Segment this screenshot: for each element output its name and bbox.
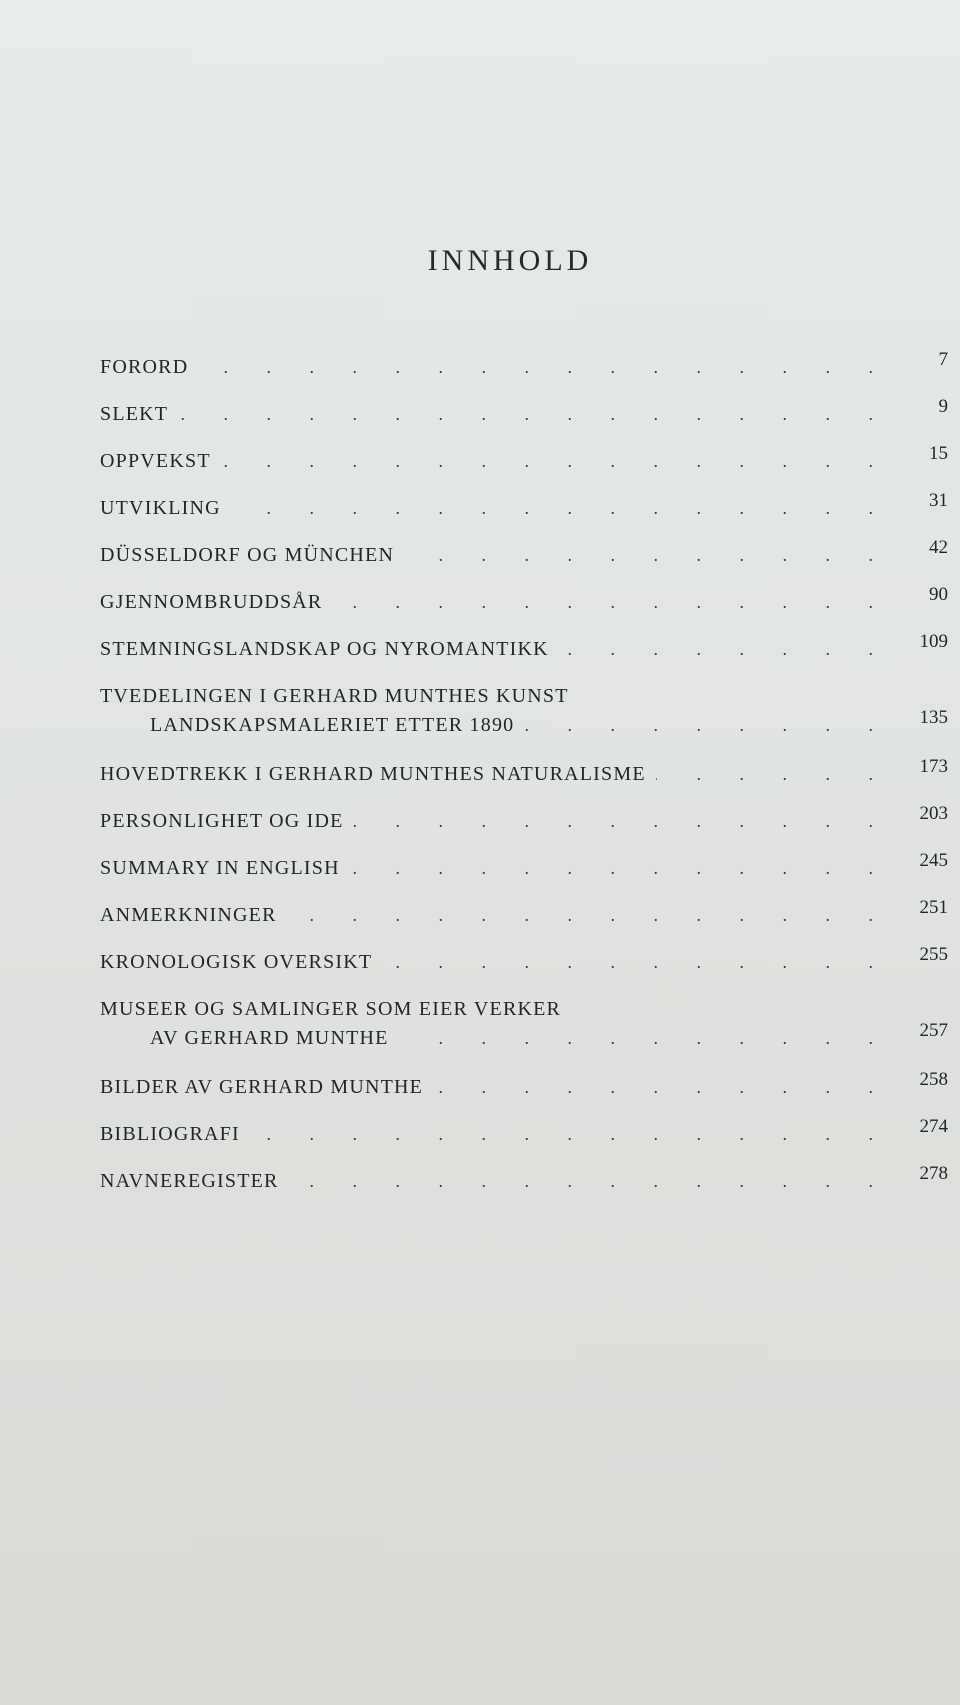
toc-entry-title: NAVNEREGISTER bbox=[100, 1170, 279, 1192]
toc-entry-title-line bbox=[100, 998, 948, 1022]
toc-entry bbox=[100, 537, 948, 591]
toc-entry-title: BILDER AV GERHARD MUNTHE bbox=[100, 1076, 424, 1098]
toc-entry-title: STEMNINGSLANDSKAP OG NYROMANTIKK bbox=[100, 638, 549, 660]
dot-leader bbox=[332, 592, 890, 613]
page-number: 42 bbox=[929, 537, 948, 558]
dot-leader bbox=[382, 952, 890, 973]
toc-entry-title: TVEDELINGEN I GERHARD MUNTHES KUNST bbox=[100, 685, 569, 707]
page-number: 31 bbox=[929, 490, 948, 511]
table-of-contents bbox=[100, 349, 948, 1217]
dot-leader bbox=[221, 451, 890, 472]
toc-entry bbox=[100, 443, 948, 497]
page-title: INNHOLD bbox=[427, 244, 593, 277]
toc-entry-title: BIBLIOGRAFI bbox=[100, 1123, 240, 1145]
page-number: 135 bbox=[919, 707, 948, 728]
dot-leader bbox=[524, 715, 890, 736]
toc-entry bbox=[100, 1163, 948, 1217]
toc-entry-title-continued: LANDSKAPSMALERIET ETTER 1890 bbox=[150, 714, 515, 736]
page-number: 258 bbox=[919, 1069, 948, 1090]
dot-leader bbox=[399, 1028, 890, 1049]
toc-entry bbox=[100, 396, 948, 450]
page-number: 15 bbox=[929, 443, 948, 464]
toc-entry-title-line bbox=[100, 803, 948, 834]
toc-entry bbox=[100, 685, 948, 763]
toc-entry bbox=[100, 349, 948, 403]
toc-entry-title: SUMMARY IN ENGLISH bbox=[100, 857, 340, 879]
toc-entry bbox=[100, 1069, 948, 1123]
toc-entry-title-line bbox=[100, 396, 948, 427]
page-number: 251 bbox=[919, 897, 948, 918]
toc-entry-title: KRONOLOGISK OVERSIKT bbox=[100, 951, 373, 973]
toc-entry bbox=[100, 584, 948, 638]
toc-entry bbox=[100, 850, 948, 904]
toc-entry-title-line bbox=[100, 1069, 948, 1100]
toc-entry bbox=[100, 631, 948, 685]
toc-entry-title-continued: AV GERHARD MUNTHE bbox=[150, 1027, 389, 1049]
page-number: 90 bbox=[929, 584, 948, 605]
toc-entry-title: OPPVEKST bbox=[100, 450, 211, 472]
toc-entry-title-line bbox=[100, 944, 948, 975]
dot-leader bbox=[354, 811, 890, 832]
toc-entry-title: HOVEDTREKK I GERHARD MUNTHES NATURALISME bbox=[100, 763, 646, 785]
toc-entry-title: GJENNOMBRUDDSÅR bbox=[100, 591, 323, 613]
toc-entry-title: UTVIKLING bbox=[100, 497, 221, 519]
toc-entry bbox=[100, 1116, 948, 1170]
toc-entry bbox=[100, 998, 948, 1076]
dot-leader bbox=[350, 858, 890, 879]
dot-leader bbox=[250, 1124, 890, 1145]
toc-entry-title-line bbox=[100, 685, 948, 709]
page-number: 9 bbox=[938, 396, 948, 417]
dot-leader bbox=[433, 1077, 890, 1098]
toc-entry-title: PERSONLIGHET OG IDE bbox=[100, 810, 344, 832]
toc-entry-title-line bbox=[100, 443, 948, 474]
toc-entry-title-line bbox=[100, 1020, 948, 1051]
toc-entry-title: DÜSSELDORF OG MÜNCHEN bbox=[100, 544, 395, 566]
dot-leader bbox=[231, 498, 890, 519]
toc-entry bbox=[100, 944, 948, 998]
toc-entry-title-line bbox=[100, 631, 948, 662]
toc-entry-title-line bbox=[100, 756, 948, 787]
page-number: 203 bbox=[919, 803, 948, 824]
toc-entry bbox=[100, 490, 948, 544]
toc-entry bbox=[100, 756, 948, 810]
page-number: 255 bbox=[919, 944, 948, 965]
toc-entry-title: FORORD bbox=[100, 356, 189, 378]
toc-entry-title-line bbox=[100, 1116, 948, 1147]
page-number: 245 bbox=[919, 850, 948, 871]
dot-leader bbox=[289, 1171, 890, 1192]
toc-entry-title-line bbox=[100, 897, 948, 928]
toc-entry-title-line bbox=[100, 707, 948, 738]
dot-leader bbox=[656, 764, 890, 785]
toc-entry bbox=[100, 803, 948, 857]
dot-leader bbox=[198, 357, 890, 378]
toc-entry bbox=[100, 897, 948, 951]
toc-entry-title-line bbox=[100, 490, 948, 521]
page-number: 109 bbox=[919, 631, 948, 652]
page-number: 274 bbox=[919, 1116, 948, 1137]
toc-entry-title-line bbox=[100, 850, 948, 881]
page-number: 257 bbox=[919, 1020, 948, 1041]
toc-entry-title: MUSEER OG SAMLINGER SOM EIER VERKER bbox=[100, 998, 562, 1020]
toc-entry-title-line bbox=[100, 1163, 948, 1194]
dot-leader bbox=[178, 404, 890, 425]
page-number: 7 bbox=[938, 349, 948, 370]
toc-entry-title-line bbox=[100, 537, 948, 568]
toc-entry-title: SLEKT bbox=[100, 403, 169, 425]
toc-entry-title-line bbox=[100, 584, 948, 615]
page-number: 278 bbox=[919, 1163, 948, 1184]
page-number: 173 bbox=[919, 756, 948, 777]
toc-entry-title: ANMERKNINGER bbox=[100, 904, 277, 926]
dot-leader bbox=[404, 545, 890, 566]
dot-leader bbox=[559, 639, 890, 660]
toc-entry-title-line bbox=[100, 349, 948, 380]
dot-leader bbox=[287, 905, 890, 926]
